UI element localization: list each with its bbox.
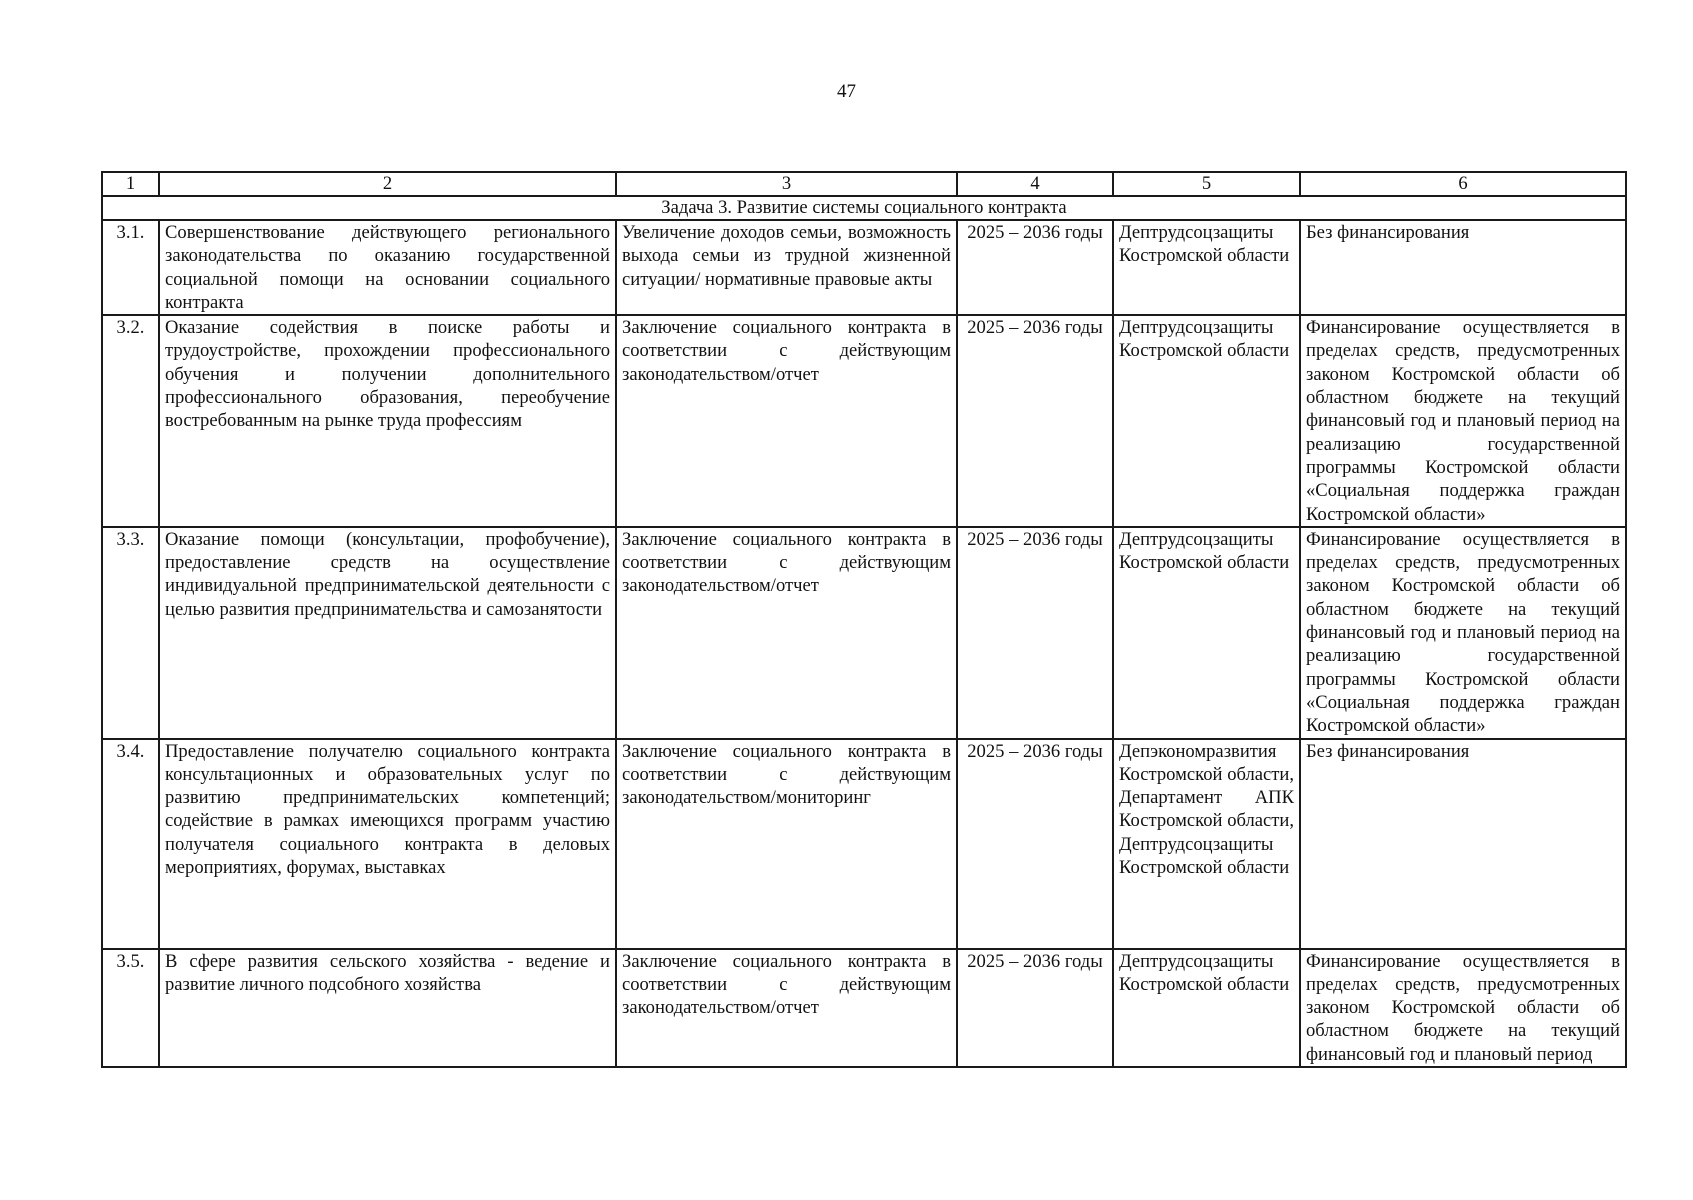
executor-cell: Депэкономразвития Костромской области, Департамент АПК Костромской области, Дептрудсоцзащиты Костромской области [1113,739,1300,949]
period-cell: 2025 – 2036 годы [957,527,1113,739]
executor-cell: Дептрудсоцзащиты Костромской области [1113,949,1300,1067]
page-number: 47 [837,81,856,102]
row-number: 3.3. [102,527,159,739]
row-number: 3.2. [102,315,159,527]
task-title: Задача 3. Развитие системы социального контракта [102,196,1626,220]
activity-cell: В сфере развития сельского хозяйства - ведение и развитие личного подсобного хозяйства [159,949,616,1067]
result-cell: Заключение социального контракта в соответствии с действующим законодательством/отчет [616,527,957,739]
funding-cell: Без финансирования [1300,739,1626,949]
table-row [102,739,1626,949]
activity-cell: Предоставление получателю социального контракта консультационных и образовательных услуг по развитию предпринимательских компетенций; содействие в рамках имеющихся программ участию получателя социального контракта в деловых мероприятиях, форумах, выставках [159,739,616,949]
activity-cell: Совершенствование действующего регионального законодательства по оказанию государственной социальной помощи на основании социального контракта [159,220,616,315]
column-number-cell: 6 [1300,172,1626,196]
activities-table [101,171,1627,1068]
column-number-cell: 5 [1113,172,1300,196]
funding-cell: Без финансирования [1300,220,1626,315]
activity-cell: Оказание помощи (консультации, профобучение), предоставление средств на осуществление индивидуальной предпринимательской деятельности с целью развития предпринимательства и самозанятости [159,527,616,739]
funding-cell: Финансирование осуществляется в пределах средств, предусмотренных законом Костромской области об областном бюджете на текущий финансовый год и плановый период на реализацию государственной программы Костромской области «Социальная поддержка граждан Костромской области» [1300,527,1626,739]
row-number: 3.5. [102,949,159,1067]
table-row [102,220,1626,315]
column-number-cell: 3 [616,172,957,196]
table-row [102,527,1626,739]
column-number-cell: 2 [159,172,616,196]
funding-cell: Финансирование осуществляется в пределах средств, предусмотренных законом Костромской области об областном бюджете на текущий финансовый год и плановый период на реализацию государственной программы Костромской области «Социальная поддержка граждан Костромской области» [1300,315,1626,527]
column-number-row [102,172,1626,196]
period-cell: 2025 – 2036 годы [957,220,1113,315]
row-number: 3.4. [102,739,159,949]
result-cell: Заключение социального контракта в соответствии с действующим законодательством/отчет [616,315,957,527]
activity-cell: Оказание содействия в поиске работы и трудоустройстве, прохождении профессионального обучения и получении дополнительного профессионального образования, переобучение востребованным на рынке труда профессиям [159,315,616,527]
table-row [102,315,1626,527]
funding-cell: Финансирование осуществляется в пределах средств, предусмотренных законом Костромской области об областном бюджете на текущий финансовый год и плановый период [1300,949,1626,1067]
executor-cell: Дептрудсоцзащиты Костромской области [1113,220,1300,315]
row-number: 3.1. [102,220,159,315]
task-title-row [102,196,1626,220]
result-cell: Заключение социального контракта в соответствии с действующим законодательством/отчет [616,949,957,1067]
executor-cell: Дептрудсоцзащиты Костромской области [1113,315,1300,527]
table-row [102,949,1626,1067]
period-cell: 2025 – 2036 годы [957,949,1113,1067]
period-cell: 2025 – 2036 годы [957,315,1113,527]
column-number-cell: 1 [102,172,159,196]
period-cell: 2025 – 2036 годы [957,739,1113,949]
result-cell: Заключение социального контракта в соответствии с действующим законодательством/мониторинг [616,739,957,949]
executor-cell: Дептрудсоцзащиты Костромской области [1113,527,1300,739]
result-cell: Увеличение доходов семьи, возможность выхода семьи из трудной жизненной ситуации/ нормативные правовые акты [616,220,957,315]
column-number-cell: 4 [957,172,1113,196]
